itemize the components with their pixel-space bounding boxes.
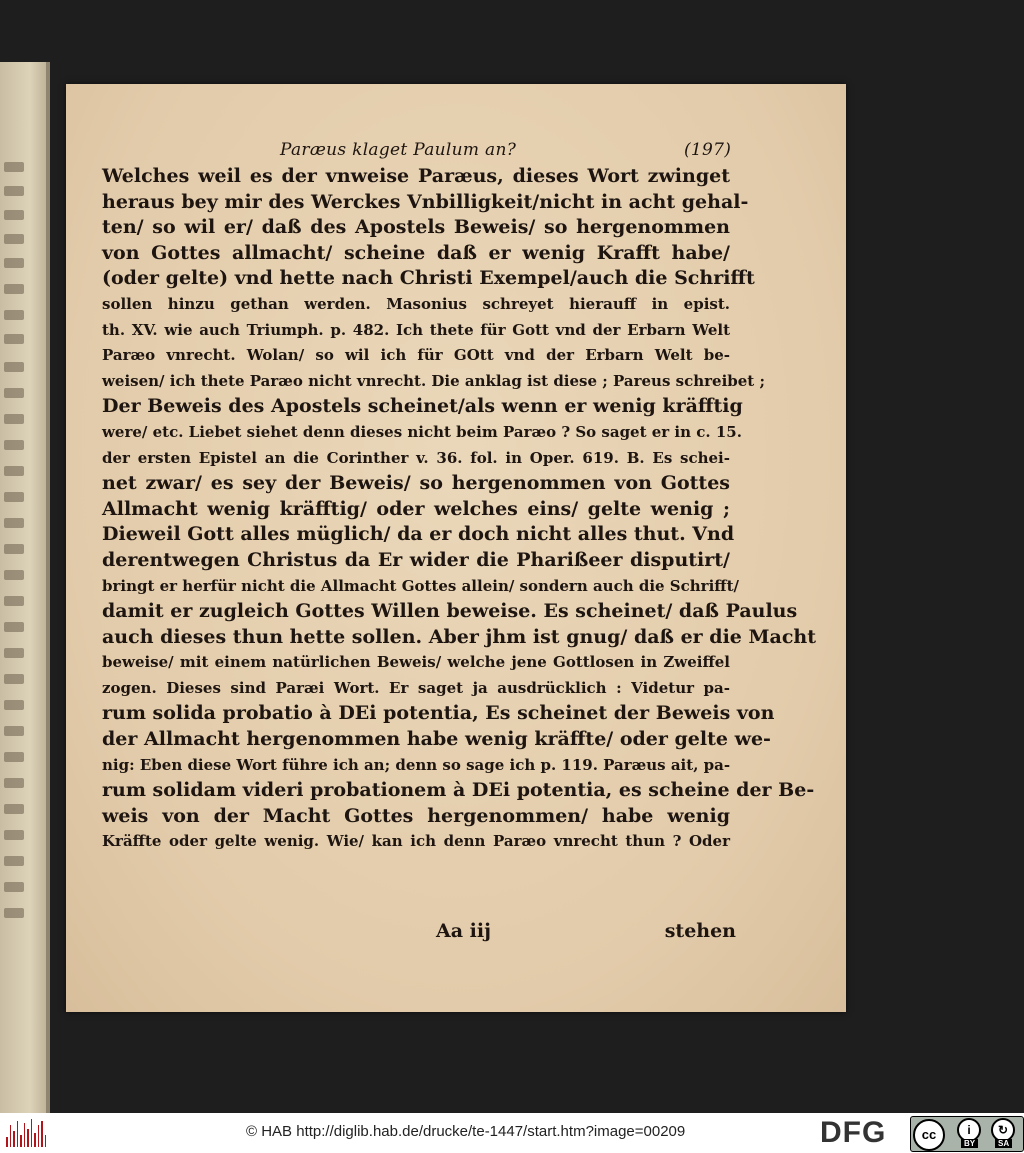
sa-label: SA [995, 1139, 1012, 1148]
signature-mark: Aa iij [436, 920, 491, 942]
text-line: Kräffte oder gelte wenig. Wie/ kan ich denn Paræo vnrecht thun ? Oder [102, 832, 730, 851]
text-line: zogen. Dieses sind Paræi Wort. Er saget ja ausdrücklich : Videtur pa- [102, 678, 730, 697]
text-line: nig: Eben diese Wort führe ich an; denn so sage ich p. 119. Paræus ait, pa- [102, 755, 731, 774]
text-line: rum solidam videri probationem à DEi potentia, es scheine der Be- [102, 779, 815, 802]
text-line: were/ etc. Liebet siehet denn dieses nicht beim Paræo ? So saget er in c. 15. [102, 422, 742, 441]
text-line: Welches weil es der vnweise Paræus, dieses Wort zwinget [102, 165, 730, 187]
cc-license-badge[interactable] [910, 1116, 1024, 1152]
text-line: (oder gelte) vnd hette nach Christi Exempel/auch die Schrifft [102, 267, 755, 290]
facing-page-edge [0, 62, 50, 1113]
text-line: weisen/ ich thete Paræo nicht vnrecht. Die anklag ist diese ; Pareus schreibet ; [102, 371, 765, 390]
text-line: net zwar/ es sey der Beweis/ so hergenommen von Gottes [102, 472, 730, 495]
text-line: von Gottes allmacht/ scheine daß er wenig Krafft habe/ [102, 241, 730, 264]
catchword: stehen [664, 920, 736, 942]
page-gutter [46, 62, 50, 1113]
copyright-link[interactable]: © HAB http://diglib.hab.de/drucke/te-1447/start.htm?image=00209 [246, 1123, 686, 1140]
text-line: der Allmacht hergenommen habe wenig kräffte/ oder gelte we- [102, 728, 771, 751]
share-alike-icon: ↻ [991, 1118, 1015, 1142]
text-line: weis von der Macht Gottes hergenommen/ habe wenig [102, 804, 730, 827]
text-line: Dieweil Gott alles müglich/ da er doch nicht alles thut. Vnd [102, 523, 735, 546]
viewer-footer [0, 1113, 1024, 1153]
body-text [102, 164, 817, 855]
text-line: damit er zugleich Gottes Willen beweise. Es scheinet/ daß Paulus [102, 600, 798, 623]
text-line: auch dieses thun hette sollen. Aber jhm ist gnug/ daß er die Macht [102, 625, 817, 648]
by-label: BY [961, 1139, 978, 1148]
text-line: heraus bey mir des Werckes Vnbilligkeit/nicht in acht gehal- [102, 190, 749, 213]
text-line: der ersten Epistel an die Corinther v. 36. fol. in Oper. 619. B. Es schei- [102, 448, 730, 467]
book-page [66, 84, 846, 1012]
hab-logo-icon[interactable] [6, 1119, 46, 1147]
page-number: (197) [684, 140, 732, 160]
text-line: derentwegen Christus da Er wider die Pharißeer disputirt/ [102, 548, 730, 571]
text-line: ten/ so wil er/ daß des Apostels Beweis/ so hergenommen [102, 216, 730, 239]
cc-icon: cc [913, 1119, 945, 1151]
text-line: sollen hinzu gethan werden. Masonius schreyet hierauff in epist. [102, 294, 730, 313]
text-line: Allmacht wenig kräfftig/ oder welches eins/ gelte wenig ; [102, 497, 730, 520]
text-line: Der Beweis des Apostels scheinet/als wenn er wenig kräfftig [102, 395, 743, 418]
dfg-logo[interactable]: DFG [820, 1116, 887, 1149]
attribution-icon: i [957, 1118, 981, 1142]
text-line: bringt er herfür nicht die Allmacht Gottes allein/ sondern auch die Schrifft/ [102, 576, 739, 595]
text-line: rum solida probatio à DEi potentia, Es scheinet der Beweis von [102, 702, 775, 725]
text-line: beweise/ mit einem natürlichen Beweis/ welche jene Gottlosen in Zweiffel [102, 653, 730, 672]
text-line: Paræo vnrecht. Wolan/ so wil ich für GOtt vnd der Erbarn Welt be- [102, 346, 730, 365]
text-line: th. XV. wie auch Triumph. p. 482. Ich thete für Gott vnd der Erbarn Welt [102, 320, 730, 339]
running-head: Paræus klaget Paulum an? [280, 140, 517, 160]
